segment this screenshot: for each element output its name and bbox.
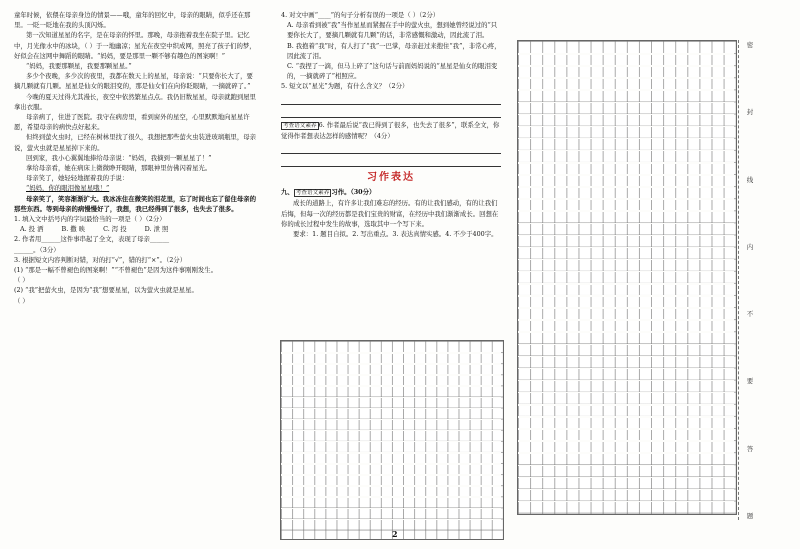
grid-row-gap [518, 489, 734, 491]
questions-column [281, 10, 501, 239]
passage-para [14, 183, 259, 193]
answer-line[interactable] [281, 95, 501, 105]
q4-option-a[interactable]: A. 母亲看到被“我”当作星星而紧握在手中的萤火虫，想到她曾经说过的“只要你长大了，要摘几颗就有几颗”的话，非常感慨和激动，因此流了泪。 [287, 21, 498, 40]
grid-row-gap [281, 496, 501, 498]
grid-row-gap [518, 102, 734, 104]
grid-row-gap [281, 485, 501, 487]
reading-column [14, 10, 259, 306]
grid-row-gap [518, 380, 734, 382]
grid-row-gap [518, 416, 734, 418]
question-5: 5. 短文以“星光”为题，有什么含义？（2分） [281, 82, 409, 91]
passage-para: 母亲病了，住进了医院。我守在病房里，看到窗外的星空，心里默默地向星星许愿，希望母亲的病快点好起来。 [14, 113, 250, 132]
grid-row-gap [518, 331, 734, 333]
q4-option-c[interactable]: C. “我捏了一滴，但马上碎了”这句话与前面妈妈说的“星星是仙女的眼泪变的，一摘就碎了”相照应。 [287, 62, 498, 81]
option-d[interactable]: D. 泄 照 [144, 225, 169, 234]
grid-row-gap [518, 53, 734, 55]
answer-line[interactable] [281, 157, 501, 167]
grid-row-gap [518, 404, 734, 406]
writing-grid-right[interactable] [517, 40, 737, 515]
binding-char: 不 [746, 310, 754, 319]
passage-para: 第一次知道星星的名字，是在母亲的怀里。那晚，母亲抱着我坐在院子里。记忆中，月光像水中的冰块，（ ）于一地幽凉；星光在夜空中织成网，照亮了孩子们的梦，好似会在这网中舞蹈的眼睛。“妈妈，要是那里一颗不够有趣色的图案啊！” [14, 31, 256, 60]
option-b[interactable]: B. 撒 映 [61, 225, 86, 234]
binding-char: 题 [746, 511, 754, 520]
grid-row-gap [281, 430, 501, 432]
grid-row-gap [281, 519, 501, 521]
writing-prompt: 成长的道路上，有许多让我们难忘的经历。有的让我们感动，有的让我们后悔，但每一次的经历都是我们宝贵的财富，在经历中我们渐渐成长。回想在你的成长过程中发生的故事，选取其中一个写下来。 [281, 199, 499, 228]
binding-char: 线 [746, 175, 754, 184]
grid-row-gap [518, 235, 734, 237]
grid-row-gap [518, 368, 734, 370]
option-a[interactable]: A. 投 洒 [20, 225, 44, 234]
option-c[interactable]: C. 泻 投 [103, 225, 127, 234]
grid-row-gap [281, 374, 501, 376]
passage-para: 回到家，我小心翼翼地捧给母亲说：“妈妈，我摘到一颗星星了！” [26, 153, 212, 162]
question-6: 考查语文素养 6. 作者最后说“我已得到了很多，也失去了很多”，联系全文，你觉得作者想表达怎样的感情呢？（4分） [281, 120, 500, 140]
grid-row-gap [281, 452, 501, 454]
grid-row-gap [281, 474, 501, 476]
grid-row-gap [518, 319, 734, 321]
grid-row-gap [518, 162, 734, 164]
grid-row-gap [518, 259, 734, 261]
grid-row-gap [518, 126, 734, 128]
grid-row-gap [518, 428, 734, 430]
passage-para: 但终到萤火虫时，已经在树林里找了很久，我想把那些萤火虫装进玻璃瓶里，母亲说，萤火虫就是星星掉下来的。 [14, 133, 257, 152]
binding-char: 答 [746, 444, 754, 453]
question-tag: 考查语文素养 [283, 122, 317, 129]
writing-requirements: 要求：1. 题目自拟。2. 写出重点。3. 表达真情实感。4. 不少于400字。 [293, 230, 498, 239]
grid-row-gap [518, 440, 734, 442]
passage-para: 多少个夜晚，多少次的夜里，我都在数天上的星星，母亲说：“只要你长大了，要摘几颗就有几颗。星星是仙女的眼泪变的，那是仙女们在向你眨眼睛，一摘就碎了。” [14, 72, 253, 91]
question-3-1-cont[interactable]: （ ） [14, 276, 29, 285]
passage-para: 童年时候，依偎在母亲身边的情景——哦，童年的回忆中，母亲的眼睛，似乎还在那里。一眨一眨地在我的头顶闪烁。 [14, 11, 251, 30]
passage-para: “妈妈，我要那颗星，我要那颗星星。” [26, 62, 132, 71]
grid-row-gap [281, 363, 501, 365]
question-tag: 考查语文素养 [295, 190, 330, 197]
page-number: 2 [392, 529, 398, 539]
question-3: 3. 根据短文内容判断对错，对的打“√”，错的打“×”。（2分） [14, 255, 187, 264]
passage-para: 母亲笑了，笑容渐渐扩大。我冰冻住在微笑的泪花里，忘了时间也忘了留住母亲的那些东西。等到母亲的病慢慢好了，我想，我已经得到了很多，也失去了很多。 [14, 194, 257, 213]
binding-line [738, 40, 761, 520]
grid-row-gap [518, 392, 734, 394]
grid-row-gap [281, 441, 501, 443]
binding-char: 要 [746, 377, 754, 386]
grid-row-gap [518, 89, 734, 91]
grid-row-gap [518, 271, 734, 273]
answer-line[interactable] [281, 108, 501, 118]
binding-char: 密 [746, 41, 754, 49]
question-2[interactable]: 2. 作者用______这件事串起了全文，表现了母亲______ [14, 235, 170, 244]
grid-row-gap [518, 247, 734, 249]
q1-options [14, 224, 259, 234]
grid-row-gap [518, 344, 734, 346]
passage-para: 拿给母亲看，她在病床上微微睁开眼睛，那眼神里仿佛闪着星光。 [26, 164, 212, 173]
grid-row-gap [281, 408, 501, 410]
grid-row-gap [518, 452, 734, 454]
binding-char: 内 [746, 242, 754, 251]
passage-para: 今晚的夏天过得尤其漫长，夜空中依然繁星点点。我仍旧数星星，母亲就跑到屋里拿出衣服。 [14, 92, 257, 111]
grid-row-gap [518, 210, 734, 212]
grid-row-gap [281, 463, 501, 465]
grid-row-gap [518, 186, 734, 188]
question-3-2[interactable]: (2) “我”把萤火虫，是因为“我”想要星星，以为萤火虫就是星星。 [14, 286, 198, 295]
grid-row-gap [518, 501, 734, 503]
grid-row-gap [281, 397, 501, 399]
grid-row-gap [518, 307, 734, 309]
section-title: 习作表达 [367, 172, 415, 184]
answer-line[interactable] [281, 144, 501, 154]
grid-row-gap [518, 198, 734, 200]
binding-char: 封 [746, 108, 754, 117]
question-3-2-cont[interactable]: （ ） [14, 296, 29, 305]
grid-row-gap [518, 65, 734, 67]
question-4: 4. 对文中画“____”的句子分析有误的一项是（ ）（2分） [281, 11, 440, 19]
writing-task: 九、 考查语文素养 习作。（30分） [281, 188, 376, 197]
grid-row-gap [281, 419, 501, 421]
grid-row-gap [281, 352, 501, 354]
grid-row-gap [518, 114, 734, 116]
question-3-1[interactable]: (1) “那是一幅不曾褪色的图案啊！”“不曾褪色”是因为这件事刚刚发生。 [14, 266, 218, 275]
grid-row-gap [518, 138, 734, 140]
underlined-sentence: “妈妈，你的眼泪像星星哦！” [26, 184, 110, 193]
question-1: 1. 填入文中括号内的字词最恰当的一项是（ ）（2分） [14, 215, 166, 224]
grid-row-gap [518, 174, 734, 176]
grid-row-gap [518, 223, 734, 225]
grid-row-gap [518, 465, 734, 467]
question-2-cont[interactable]: ______。（3分） [14, 245, 60, 254]
grid-row-gap [281, 385, 501, 387]
grid-row-gap [518, 477, 734, 479]
grid-row-gap [518, 356, 734, 358]
grid-row-gap [518, 77, 734, 79]
grid-row-gap [518, 295, 734, 297]
q4-option-b[interactable]: B. 我抱着“我”时，有人打了“我”一巴掌，母亲赶过来抱住“我”，非常心疼，因此流了泪。 [287, 41, 501, 60]
grid-row-gap [281, 508, 501, 510]
grid-row-gap [518, 283, 734, 285]
grid-row-gap [518, 150, 734, 152]
passage-para: 母亲笑了，她轻轻地握着我的手说： [26, 174, 129, 183]
